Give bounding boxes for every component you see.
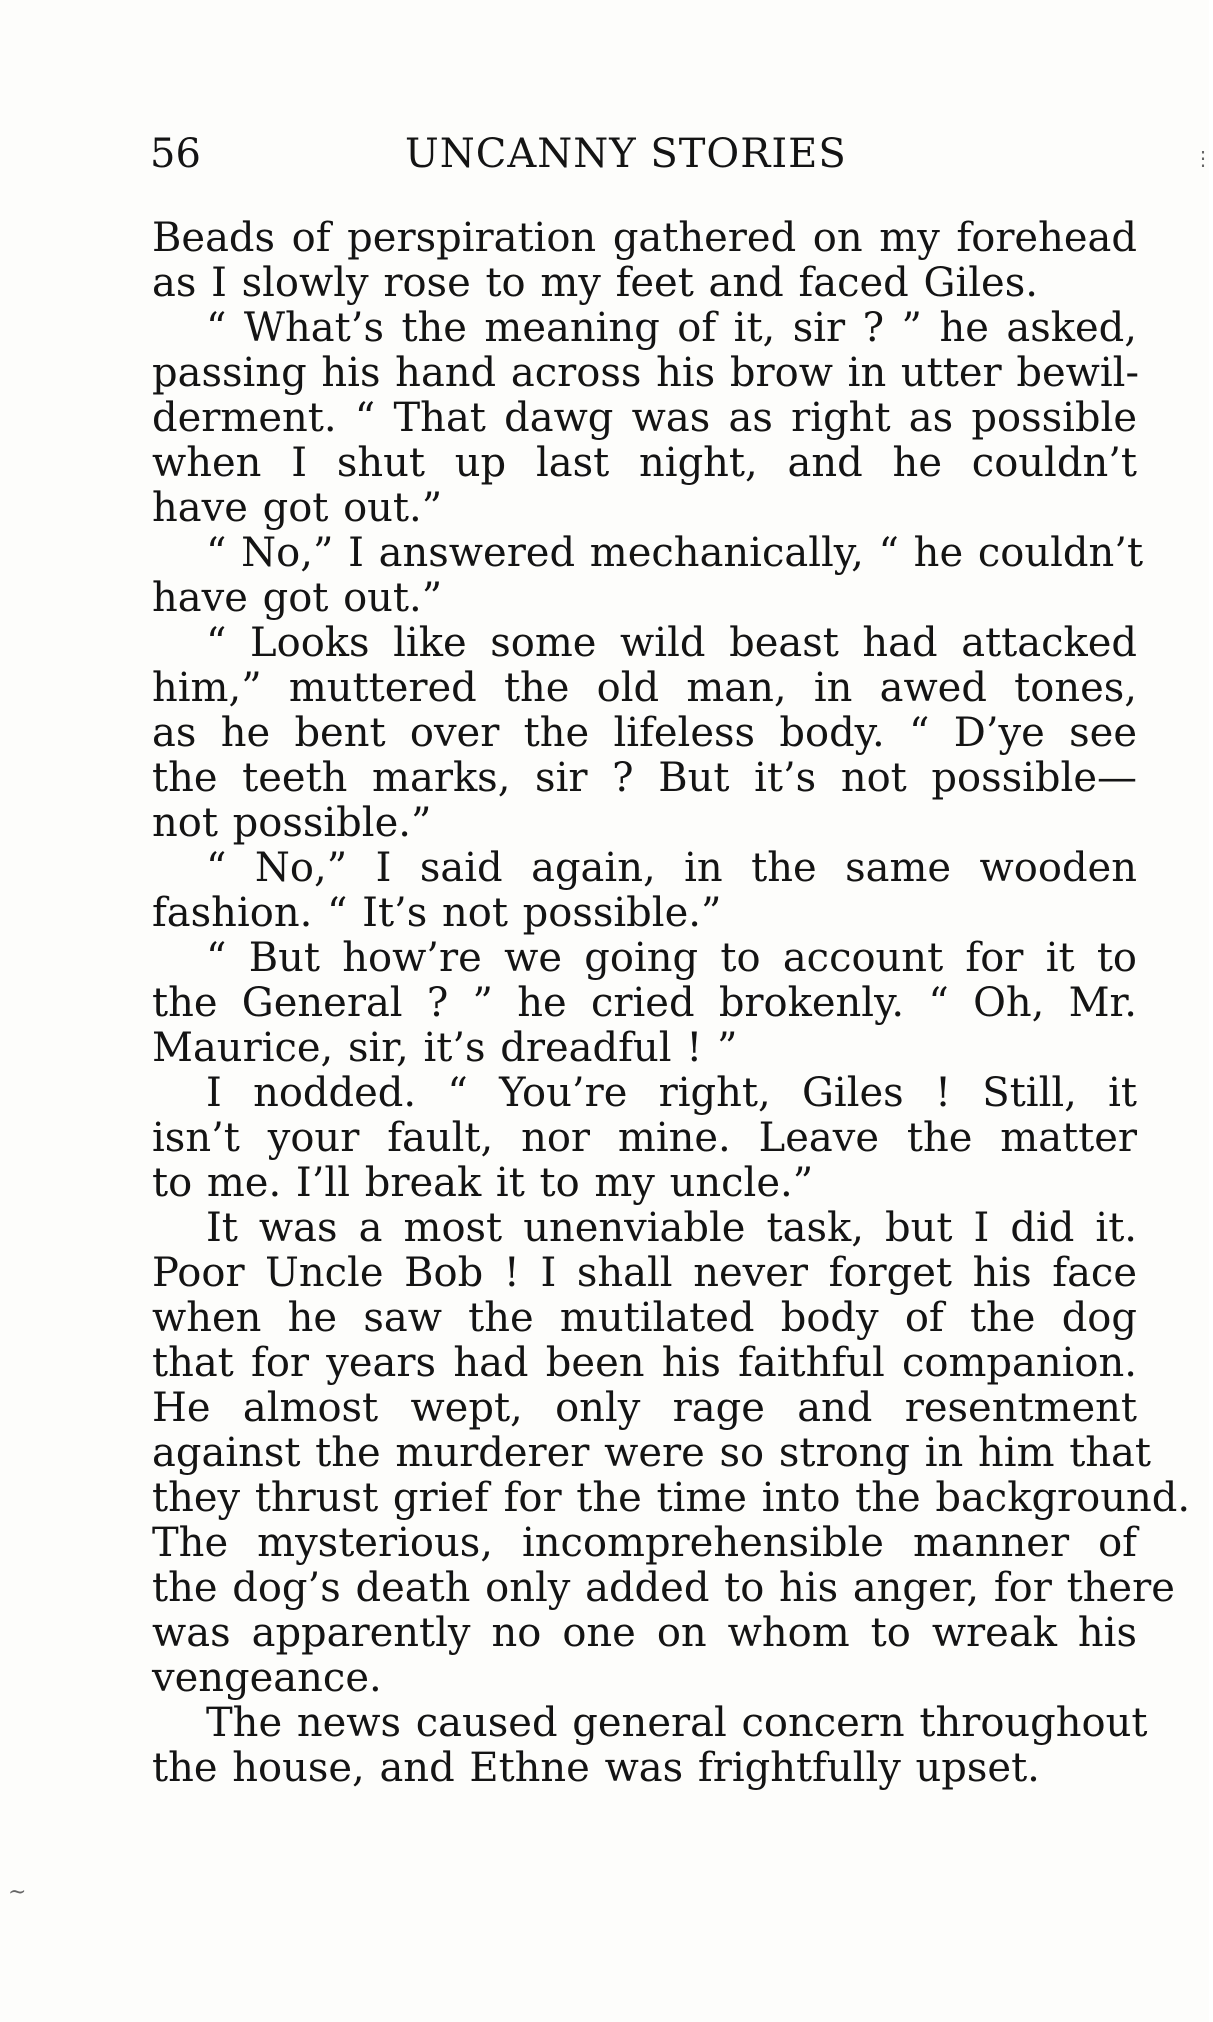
text-line: Beads of perspiration gathered on my forehead: [152, 215, 1137, 261]
page-number: 56: [150, 131, 201, 177]
text-line: “ But how’re we going to account for it to: [206, 935, 1137, 981]
text-line: Poor Uncle Bob ! I shall never forget his face: [152, 1250, 1137, 1296]
text-line: I nodded. “ You’re right, Giles ! Still, it: [206, 1070, 1137, 1116]
text-line: The mysterious, incomprehensible manner of: [152, 1520, 1137, 1566]
paragraph-7: [152, 1071, 1137, 1206]
paragraph-4: [152, 621, 1137, 846]
text-line: The news caused general concern throughout: [206, 1700, 1148, 1746]
text-line: fashion. “ It’s not possible.”: [152, 890, 722, 936]
text-line: It was a most unenviable task, but I did it.: [206, 1205, 1137, 1251]
text-line: the General ? ” he cried brokenly. “ Oh, Mr.: [152, 980, 1137, 1026]
text-line: as I slowly rose to my feet and faced Giles.: [152, 260, 1038, 306]
paragraph-6: [152, 936, 1137, 1071]
text-line: when he saw the mutilated body of the dog: [152, 1295, 1137, 1341]
text-line: when I shut up last night, and he couldn’t: [152, 440, 1137, 486]
text-line: have got out.”: [152, 485, 443, 531]
text-line: He almost wept, only rage and resentment: [152, 1385, 1137, 1431]
text-line: was apparently no one on whom to wreak his: [152, 1610, 1137, 1656]
text-line: the teeth marks, sir ? But it’s not possible—: [152, 755, 1137, 801]
text-line: to me. I’ll break it to my uncle.”: [152, 1160, 814, 1206]
paragraph-8: [152, 1205, 1191, 1701]
margin-speck-icon: ⋮: [1193, 146, 1213, 170]
text-line: against the murderer were so strong in him that: [152, 1430, 1151, 1476]
text-line: “ What’s the meaning of it, sir ? ” he asked,: [206, 305, 1137, 351]
text-line: vengeance.: [152, 1655, 382, 1701]
margin-speck-icon: ~: [8, 1880, 27, 1905]
paragraph-3: [152, 530, 1144, 621]
paragraph-1: [152, 216, 1137, 306]
paragraph-2: [152, 306, 1137, 531]
text-line: the dog’s death only added to his anger, for there: [152, 1565, 1175, 1611]
text-line: him,” muttered the old man, in awed tones,: [152, 665, 1137, 711]
text-line: isn’t your fault, nor mine. Leave the matter: [152, 1115, 1137, 1161]
text-line: as he bent over the lifeless body. “ D’ye see: [152, 710, 1137, 756]
text-line: that for years had been his faithful companion.: [152, 1340, 1137, 1386]
body-text: [152, 215, 1191, 1791]
book-title: UNCANNY STORIES: [405, 131, 847, 177]
text-line: they thrust grief for the time into the background.: [152, 1475, 1191, 1521]
text-line: passing his hand across his brow in utter bewil-: [152, 350, 1139, 396]
text-line: Maurice, sir, it’s dreadful ! ”: [152, 1025, 738, 1071]
text-line: derment. “ That dawg was as right as possible: [152, 395, 1137, 441]
text-line: “ No,” I answered mechanically, “ he couldn’t: [206, 530, 1144, 576]
text-line: “ Looks like some wild beast had attacked: [206, 620, 1137, 666]
text-line: “ No,” I said again, in the same wooden: [206, 845, 1137, 891]
text-line: have got out.”: [152, 575, 443, 621]
paragraph-5: [152, 846, 1137, 936]
paragraph-9: [152, 1700, 1148, 1791]
text-line: the house, and Ethne was frightfully upset.: [152, 1745, 1040, 1791]
running-head: [150, 128, 1125, 180]
text-line: not possible.”: [152, 800, 432, 846]
